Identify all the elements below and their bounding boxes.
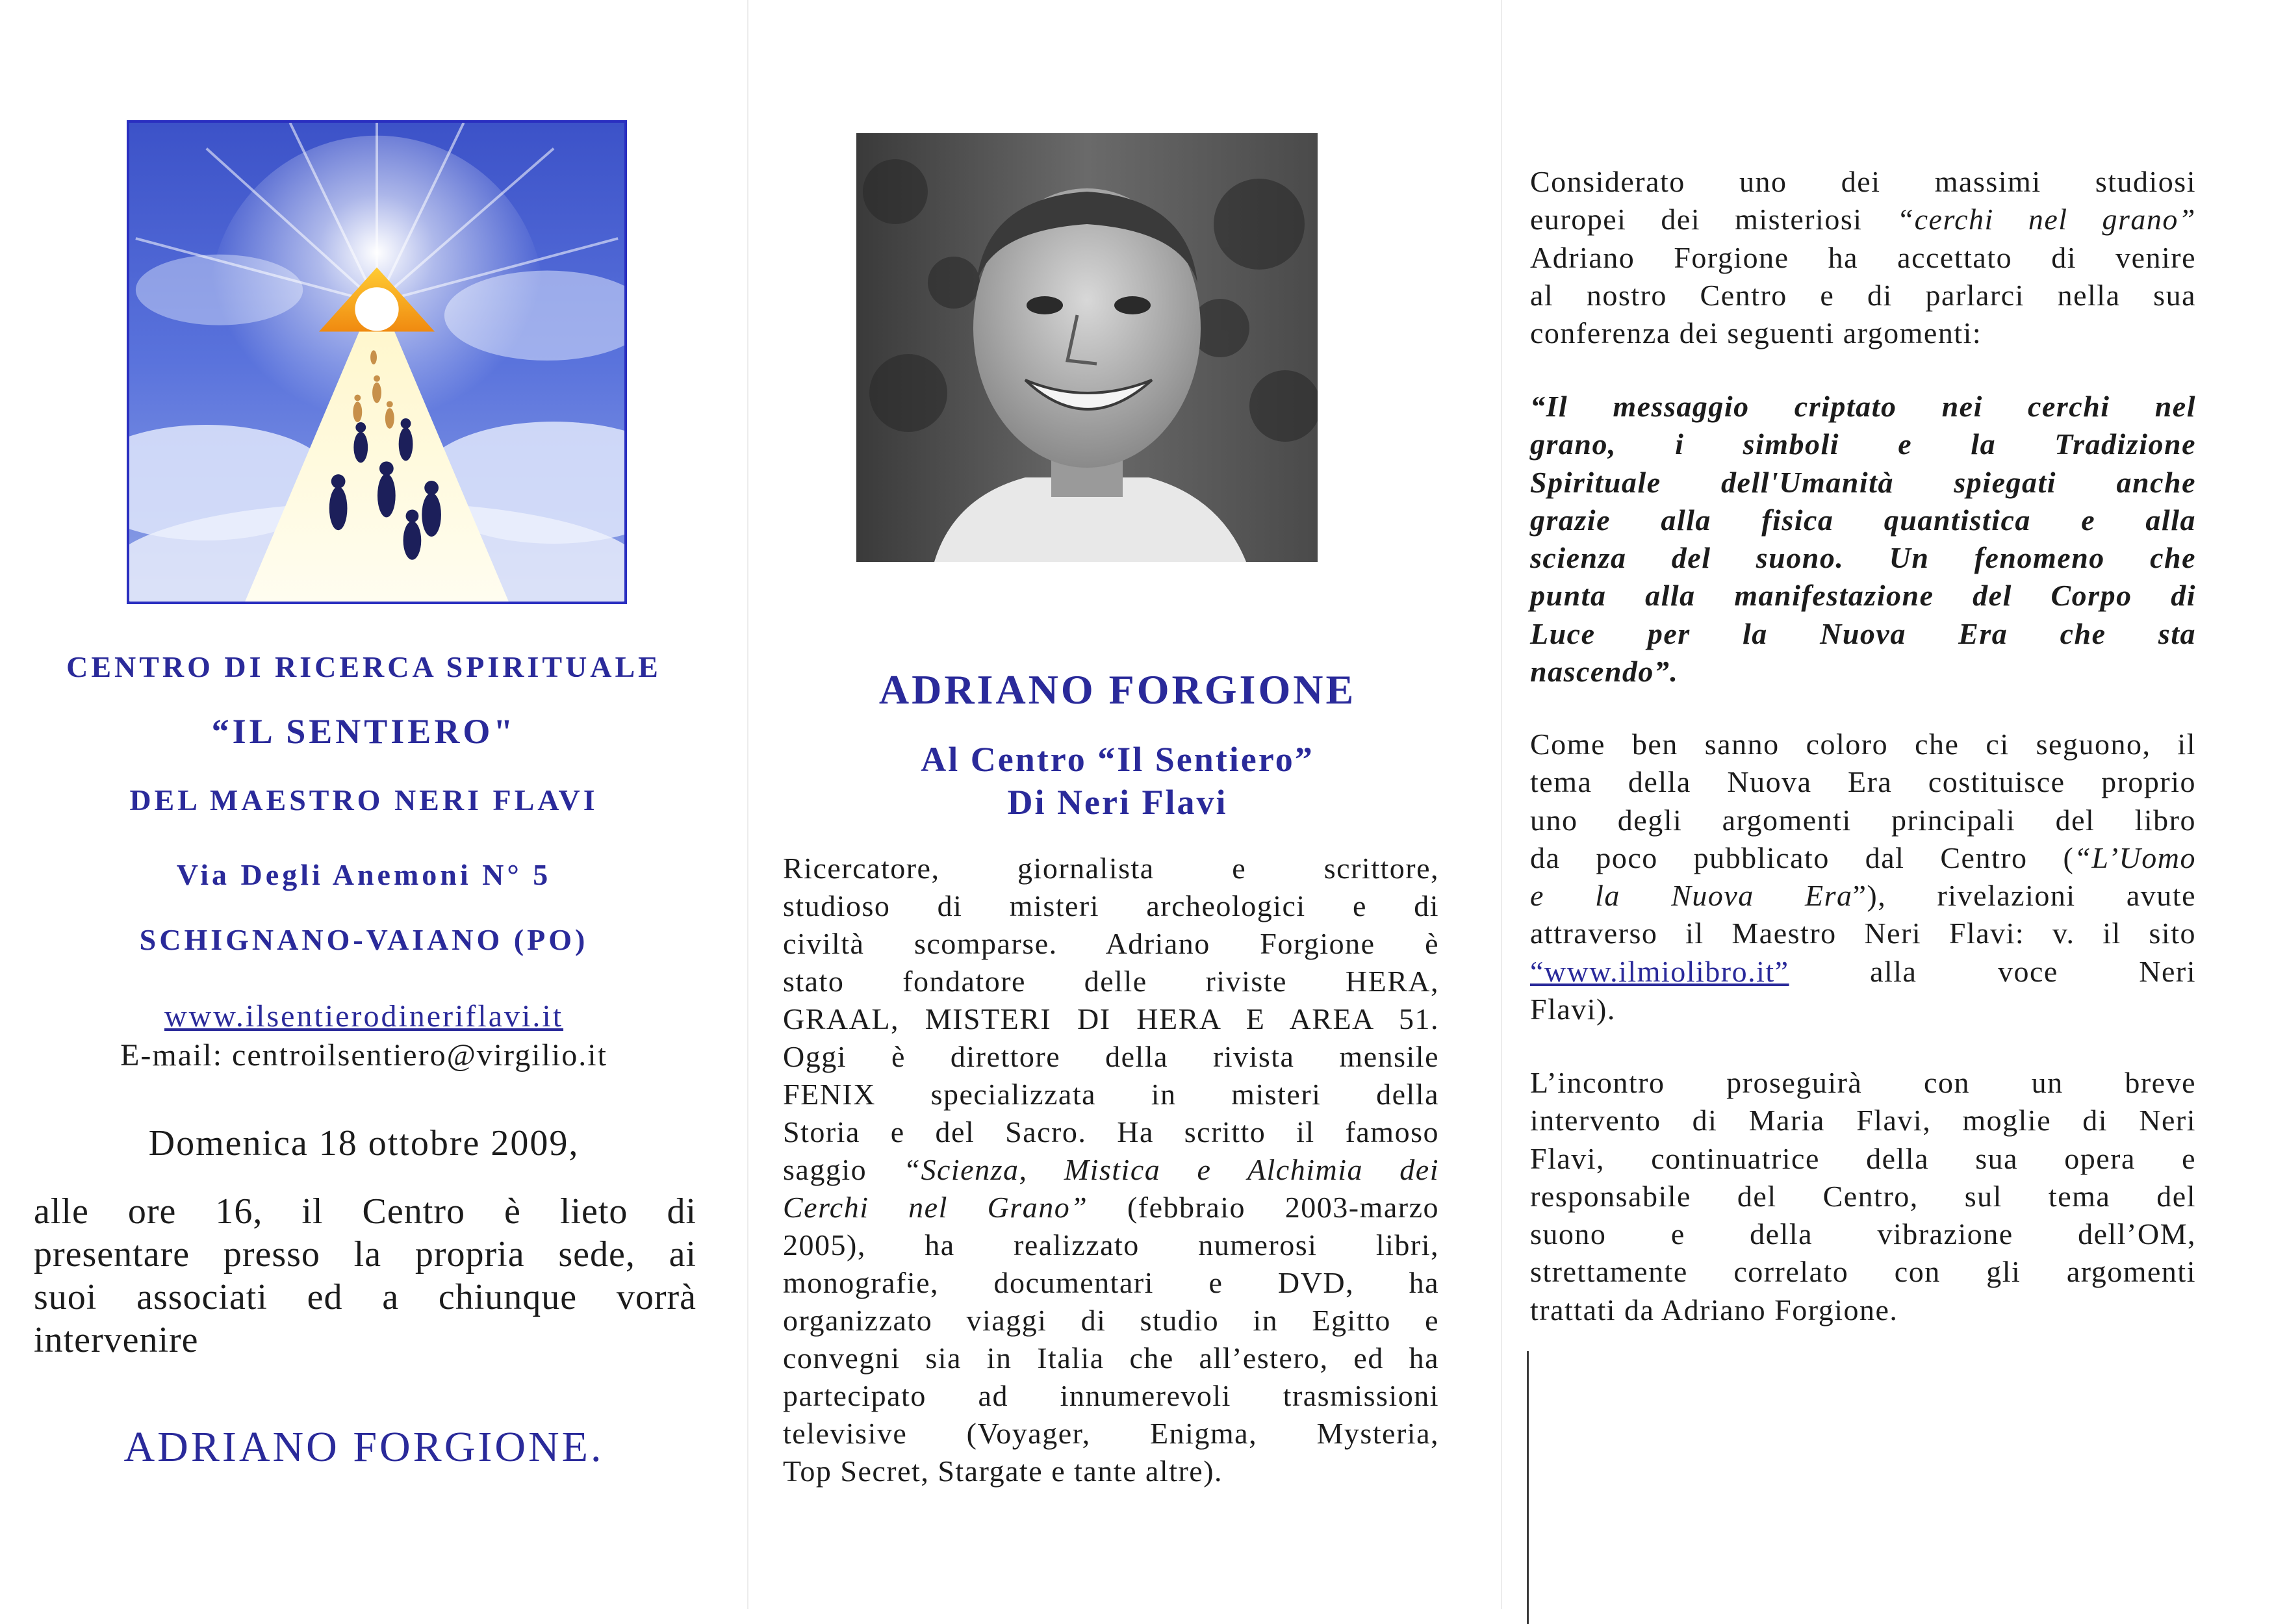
paragraph-line [1530, 839, 2196, 877]
speaker-name-heading: ADRIANO FORGIONE [878, 666, 1357, 713]
event-date: Domenica 18 ottobre 2009, [148, 1123, 580, 1163]
speaker-biography [783, 850, 1439, 1490]
conference-topic-quote [1530, 388, 2196, 691]
paragraph-text: da poco pubblicato dal Centro ( [1530, 841, 2075, 874]
bio-line: Oggi è direttore della rivista mensile [783, 1040, 1439, 1073]
intro-line: conferenza dei seguenti argomenti: [1530, 316, 1982, 350]
ilmiolibro-link[interactable]: “www.ilmiolibro.it” [1530, 954, 1789, 988]
bio-line: civiltà scomparse. Adriano Forgione è [783, 927, 1439, 960]
invitation-line: presentare presso la propria sede, ai [34, 1234, 696, 1275]
paragraph-line: attraverso il Maestro Neri Flavi: v. il sito [1530, 917, 2196, 950]
quote-line: punta alla manifestazione del Corpo di [1530, 579, 2196, 613]
invitation-line: alle ore 16, il Centro è lieto di [34, 1191, 696, 1232]
bio-line: Storia e del Sacro. Ha scritto il famoso [783, 1115, 1439, 1148]
bio-line: stato fondatore delle riviste HERA, [783, 965, 1439, 998]
quote-line: scienza del suono. Un fenomeno che [1530, 541, 2196, 575]
quote-line: Luce per la Nuova Era che sta [1530, 616, 2196, 650]
quote-line: grano, i simboli e la Tradizione [1530, 427, 2196, 461]
bio-line: Top Secret, Stargate e tante altre). [783, 1454, 1223, 1488]
vertical-rule [1527, 1351, 1529, 1624]
bio-text: saggio [783, 1153, 904, 1186]
bio-line: Ricercatore, giornalista e scrittore, [783, 852, 1439, 885]
bio-line: monografie, documentari e DVD, ha [783, 1266, 1439, 1299]
intro-line: Adriano Forgione ha accettato di venire [1530, 240, 2196, 274]
intro-paragraph [1530, 163, 2196, 352]
bio-line: studioso di misteri archeologici e di [783, 889, 1439, 922]
intro-line: al nostro Centro e di parlarci nella sua [1530, 278, 2196, 312]
subtitle-line1: Al Centro “Il Sentiero” [921, 740, 1314, 779]
paragraph-line: Flavi). [1530, 993, 1616, 1026]
meeting-continuation-paragraph [1530, 1064, 2196, 1329]
organization-name-line1: CENTRO DI RICERCA SPIRITUALE [66, 650, 661, 683]
bio-line: partecipato ad innumerevoli trasmissioni [783, 1379, 1439, 1412]
paragraph-line: trattati da Adriano Forgione. [1530, 1293, 1898, 1326]
organization-name-line2: “IL SENTIERO" [211, 712, 517, 751]
paragraph-line: tema della Nuova Era costituisce proprio [1530, 765, 2196, 799]
paragraph-line: Flavi, continuatrice della sua opera e [1530, 1141, 2196, 1175]
intro-text: europei dei misteriosi [1530, 203, 1897, 236]
paragraph-line: uno degli argomenti principali del libro [1530, 803, 2196, 837]
quote-line: Spirituale dell'Umanità spiegati anche [1530, 465, 2196, 499]
topic-italic: “cerchi nel grano” [1897, 203, 2196, 236]
paragraph-line: Come ben sanno coloro che ci seguono, il [1530, 728, 2196, 761]
paragraph-text: ”), rivelazioni avute [1852, 879, 2197, 913]
organization-name-line3: DEL MAESTRO NERI FLAVI [129, 783, 598, 817]
bio-line: FENIX specializzata in misteri della [783, 1078, 1439, 1111]
paragraph-line [1530, 877, 2196, 915]
intro-line [1530, 201, 2196, 238]
book-title-italic: “Scienza, Mistica e Alchimia dei [903, 1153, 1439, 1186]
fold-line-left [747, 0, 748, 1609]
speaker-portrait-photo [856, 133, 1318, 562]
invitation-line: intervenire [34, 1320, 199, 1360]
book-title-italic: “L’Uomo [2074, 841, 2196, 874]
paragraph-line: responsabile del Centro, sul tema del [1530, 1179, 2196, 1213]
bio-line: GRAAL, MISTERI DI HERA E AREA 51. [783, 1002, 1439, 1035]
new-era-paragraph [1530, 726, 2196, 1028]
paragraph-text: alla voce Neri [1789, 954, 2196, 988]
quote-line: nascendo”. [1530, 655, 1679, 689]
address-street: Via Degli Anemoni N° 5 [176, 858, 552, 891]
subtitle-line2: Di Neri Flavi [1007, 783, 1228, 822]
book-title-italic: Cerchi nel Grano” [783, 1191, 1088, 1224]
fold-line-right [1501, 0, 1502, 1609]
paragraph-line: intervento di Maria Flavi, moglie di Neri [1530, 1104, 2196, 1137]
bio-line [783, 1189, 1439, 1226]
bio-line [783, 1151, 1439, 1189]
paragraph-line: suono e della vibrazione dell’OM, [1530, 1217, 2196, 1251]
bio-text: (febbraio 2003-marzo [1088, 1191, 1439, 1224]
invitation-line: suoi associati ed a chiunque vorrà [34, 1277, 696, 1317]
paragraph-line [1530, 953, 2196, 991]
bio-line: convegni sia in Italia che all’estero, ed ha [783, 1341, 1439, 1375]
quote-line: “Il messaggio criptato nei cerchi nel [1530, 390, 2196, 423]
guest-name-left: ADRIANO FORGIONE. [123, 1423, 604, 1471]
quote-line: grazie alla fisica quantistica e alla [1530, 503, 2196, 537]
book-title-italic: e la Nuova Era [1530, 879, 1853, 913]
bio-line: 2005), ha realizzato numerosi libri, [783, 1228, 1439, 1262]
website-link[interactable]: www.ilsentierodineriflavi.it [164, 999, 564, 1034]
address-city: SCHIGNANO-VAIANO (PO) [139, 923, 589, 956]
spiritual-path-poster-image [127, 120, 627, 604]
intro-line: Considerato uno dei massimi studiosi [1530, 165, 2196, 198]
paragraph-line: L’incontro proseguirà con un breve [1530, 1066, 2196, 1099]
bio-line: televisive (Voyager, Enigma, Mysteria, [783, 1417, 1439, 1450]
email-contact: E-mail: centroilsentiero@virgilio.it [120, 1038, 607, 1072]
paragraph-line: strettamente correlato con gli argomenti [1530, 1255, 2196, 1289]
invitation-text [34, 1190, 696, 1362]
bio-line: organizzato viaggi di studio in Egitto e [783, 1304, 1439, 1337]
